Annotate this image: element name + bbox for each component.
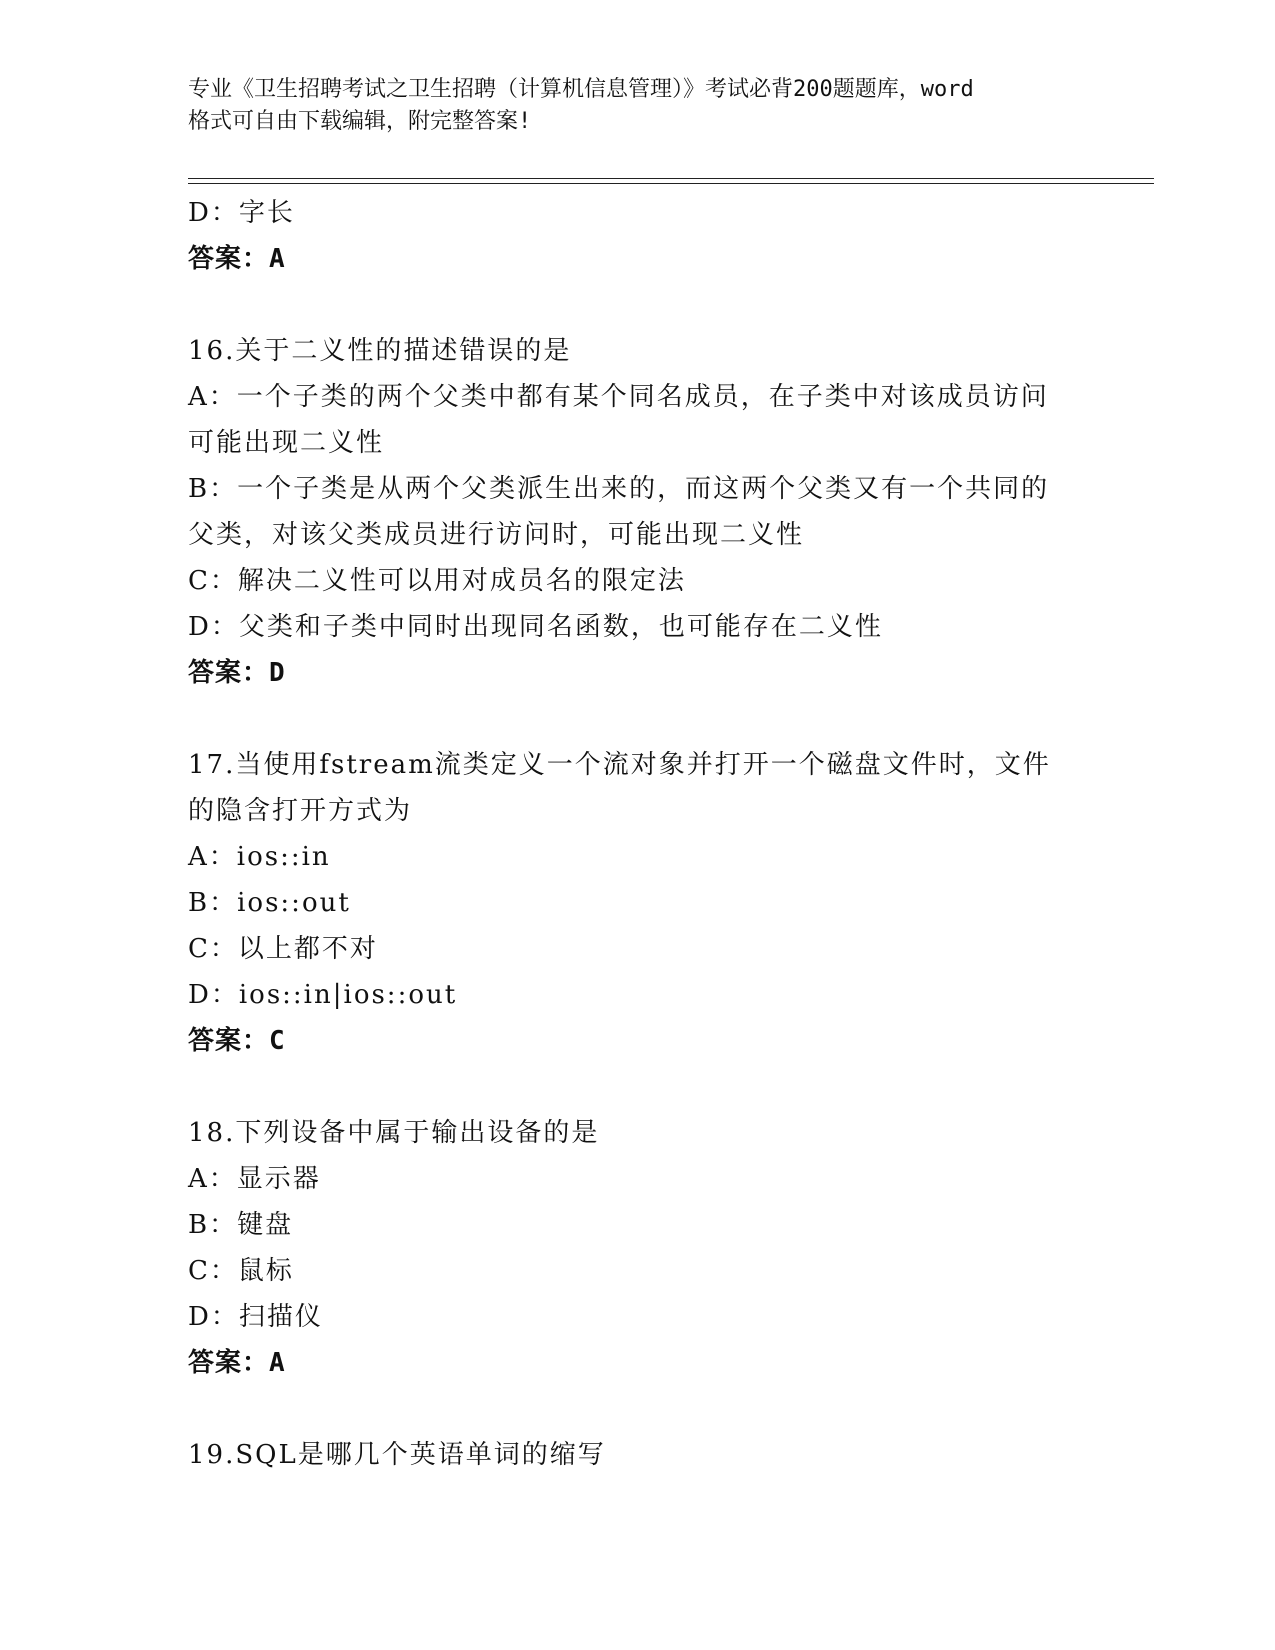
prev-answer: 答案：A (188, 244, 286, 274)
header-line-2: 格式可自由下载编辑，附完整答案! (188, 109, 532, 134)
option-c: C：鼠标 (188, 1256, 294, 1286)
option-b-cont: 父类，对该父类成员进行访问时，可能出现二义性 (188, 520, 805, 550)
answer: 答案：D (188, 658, 286, 688)
answer: 答案：A (188, 1348, 286, 1378)
question-16 (188, 328, 1088, 696)
header-line-1: 专业《卫生招聘考试之卫生招聘（计算机信息管理）》考试必背200题题库，word (188, 77, 974, 102)
option-a-cont: 可能出现二义性 (188, 428, 385, 458)
document-header (188, 74, 1088, 138)
option-c: C：以上都不对 (188, 934, 378, 964)
option-b: B：ios::out (188, 888, 351, 918)
question-stem: 17.当使用fstream流类定义一个流对象并打开一个磁盘文件时，文件 (188, 750, 1051, 780)
question-stem: 16.关于二义性的描述错误的是 (188, 336, 572, 366)
spacer (188, 282, 1088, 328)
question-list (188, 190, 1088, 1478)
header-rule-top (188, 178, 1154, 179)
option-b: B：键盘 (188, 1210, 294, 1240)
option-b: B：一个子类是从两个父类派生出来的，而这两个父类又有一个共同的 (188, 474, 1050, 504)
header-rule-bottom (188, 183, 1154, 184)
answer: 答案：C (188, 1026, 286, 1056)
question-17 (188, 742, 1088, 1064)
question-stem: 19.SQL是哪几个英语单词的缩写 (188, 1440, 606, 1470)
option-a: A：显示器 (188, 1164, 321, 1194)
spacer (188, 1386, 1088, 1432)
spacer (188, 1064, 1088, 1110)
question-19 (188, 1432, 1088, 1478)
option-d: D：父类和子类中同时出现同名函数，也可能存在二义性 (188, 612, 883, 642)
option-a: A：一个子类的两个父类中都有某个同名成员，在子类中对该成员访问 (188, 382, 1049, 412)
question-stem: 18.下列设备中属于输出设备的是 (188, 1118, 600, 1148)
question-stem-cont: 的隐含打开方式为 (188, 796, 413, 826)
option-d: D：扫描仪 (188, 1302, 323, 1332)
option-c: C：解决二义性可以用对成员名的限定法 (188, 566, 686, 596)
question-18 (188, 1110, 1088, 1386)
spacer (188, 696, 1088, 742)
option-a: A：ios::in (188, 842, 331, 872)
prev-option-d: D：字长 (188, 198, 295, 228)
option-d: D：ios::in|ios::out (188, 980, 458, 1010)
